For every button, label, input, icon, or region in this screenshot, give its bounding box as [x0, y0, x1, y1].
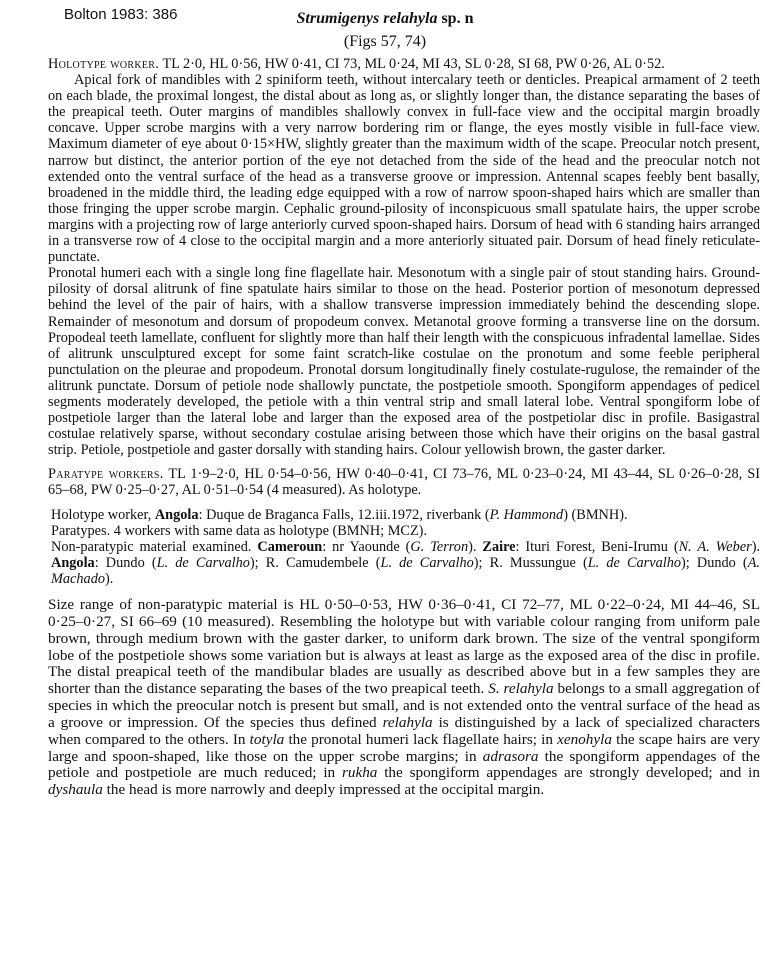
paratype-workers-label: Paratype workers. — [48, 466, 164, 483]
discussion-text: the spongiform appendages are strongly developed; and in — [384, 764, 760, 782]
locality-yaounde: : nr Yaounde ( — [322, 538, 411, 555]
holotype-description-alitrunk: Pronotal humeri each with a single long fine flagellate hair. Mesonotum with a single pair of stout standing hairs. Ground-pilosity of dorsal alitrunk of fine spatulate hairs similar to those on the head. Posterior portion of mesonotum depressed behind the level of the pair of hairs, with a shallow transverse impression immediately behind the descending slope. Remainder of mesonotum and dorsum of propodeum convex. Metanotal groove forming a transverse line on the dorsum. Propodeal teeth lamellate, confluent for slightly more than half their length with the conspicuous infradental lamellae. Sides of alitrunk unsculptured except for some faint scratch-like costulae on the pronotum and some feeble peripheral punctulation on the pleurae and propodeum. Pronotal dorsum longitudinally finely costulate-rugulose, the remainder of the alitrunk punctate. Dorsum of petiole node shallowly punctate, the postpetiole smooth. Spongiform appendages of pedicel segments moderately developed, the petiole with a thin ventral strip and small lateral lobe. Ventral spongiform lobe of postpetiole larger than the lateral lobe and larger than the exposed area of the postpetiolar disc in profile. Basigastral costulae relatively sparse, without secondary costulae arising between those which have their origins on the basal gastral strip. Petiole, postpetiole and gaster dorsally with standing hairs. Colour yellowish brown, the gaster darker. — [48, 265, 760, 459]
discussion-text: the spongiform appendages of the petiole and postpetiole are much reduced; in — [48, 747, 760, 782]
collector-name: G. Terron — [410, 538, 469, 555]
figure-reference: (Figs 57, 74) — [343, 33, 427, 50]
discussion-text: the pronotal humeri lack flagellate hairs; in — [288, 730, 553, 748]
species-ref: xenohyla — [557, 730, 612, 748]
locality-mussungue: ); R. Mussungue ( — [473, 554, 588, 571]
collector-name: L. de Carvalho — [156, 554, 250, 571]
species-title — [0, 10, 770, 28]
country-zaire: Zaire — [482, 538, 516, 555]
species-status: sp. n — [441, 10, 474, 27]
country-angola: Angola — [154, 506, 199, 523]
locality-camudembele: ); R. Camudembele ( — [249, 554, 381, 571]
locality-dundo: : Dundo ( — [94, 554, 157, 571]
discussion-text: the scape hairs are very large and spoon-shaped, like those on the upper scrobe margins; in — [48, 730, 761, 765]
locality-dundo: ); Dundo ( — [681, 554, 748, 571]
species-ref: rukha — [341, 764, 378, 782]
locality-ituri: : Ituri Forest, Beni-Irumu ( — [515, 538, 679, 555]
source-reference: Bolton 1983: 386 — [64, 6, 178, 23]
discussion-text: the head is more narrowly and deeply impressed at the occipital margin. — [106, 781, 545, 799]
collector-name: A. Machado — [51, 554, 760, 587]
species-ref: S. relahyla — [488, 680, 554, 698]
material-examined-block — [48, 507, 760, 587]
discussion-text: is distinguished by a lack of specialized characters when compared to the others. In — [48, 713, 761, 748]
holotype-description-head: Apical fork of mandibles with 2 spiniform teeth, without intercalary teeth or denticles. Preapical armament of 2 teeth on each blade, the proximal longest, the distal about as long as, or slightly longer than, the distance separating the bases of the preapical teeth. Outer margins of mandibles shallowly convex in full-face view and the occipital margin broadly concave. Upper scrobe margins with a very narrow bordering rim or flange, the eyes mostly visible in full-face view. Maximum diameter of eye about 0·15×HW, slightly greater than the maximum width of the scape. Preocular notch present, narrow but distinct, the anterior portion of the eye not detached from the side of the head and the preocular notch not extended onto the ventral surface of the head as a transverse groove or impression. Antennal scapes feebly bent basally, broadened in the middle third, the leading edge equipped with a row of narrow spoon-shaped hairs which are smaller than those fringing the upper scrobe margin. Cephalic ground-pilosity of inconspicuous small spatulate hairs, the upper scrobe margins with a projecting row of large anteriorly curved spoon-shaped hairs. Dorsum of head with 6 standing hairs arranged in a transverse row of 4 close to the occipital margin and a more anteriorly situated pair. Dorsum of head finely reticulate-punctate. — [48, 72, 760, 266]
collector-name: L. de Carvalho — [380, 554, 474, 571]
country-angola: Angola — [51, 554, 95, 571]
collector-name: N. A. Weber — [678, 538, 752, 555]
holotype-deposit: ) (BMNH). — [563, 506, 628, 523]
collector-name: P. Hammond — [489, 506, 564, 523]
punctuation: ). — [751, 538, 761, 555]
non-paratypic-material-line — [51, 539, 760, 587]
holotype-prefix: Holotype worker, — [51, 506, 152, 523]
holotype-worker-label: Holotype worker. — [48, 56, 160, 72]
paratype-measurements: TL 1·9–2·0, HL 0·54–0·56, HW 0·40–0·41, CI 73–76, ML 0·23–0·24, MI 43–44, SL 0·26–0·28, SI 65–68, PW 0·25–0·27, AL 0·51–0·54 (4 measured). As holotype. — [48, 466, 760, 499]
holotype-material-line — [51, 507, 760, 523]
non-paratypic-prefix: Non-paratypic material examined. — [51, 538, 252, 555]
holotype-measurements-paragraph — [48, 56, 760, 72]
paratypes-line: Paratypes. 4 workers with same data as holotype (BMNH; MCZ). — [51, 522, 428, 539]
discussion-paragraph — [48, 597, 760, 799]
species-ref: dyshaula — [48, 781, 103, 799]
paratype-paragraph — [48, 466, 760, 498]
collector-name: L. de Carvalho — [587, 554, 682, 571]
discussion-text: belongs to a small aggregation of species in which the preocular notch is present but small, and is not extended onto the ventral surface of the head as a groove or impression. Of the species thus defined — [48, 680, 761, 731]
species-name: Strumigenys relahyla — [296, 10, 438, 27]
country-cameroun: Cameroun — [257, 538, 323, 555]
species-ref: adrasora — [482, 747, 539, 765]
discussion-size-range: Size range of non-paratypic material is HL 0·50–0·53, HW 0·36–0·41, CI 72–77, ML 0·22–0·24, MI 44–46, SL 0·25–0·27, SI 66–69 (10 measured). Resembling the holotype but with variable colour ranging from uniform pale brown, through medium brown with the gaster darker, to uniform dark brown. The size of the ventral spongiform lobe of the postpetiole shows some variation but is always at least as large as the exposed area of the disc in profile. The distal preapical teeth of the mandibular blades are usually as described above but in a few samples they are shorter than the distance separating the bases of the two preapical teeth. — [48, 596, 760, 698]
punctuation: ). — [468, 538, 477, 555]
species-ref: totyla — [249, 730, 285, 748]
punctuation: ). — [105, 570, 114, 587]
description-body — [48, 56, 760, 799]
species-ref: relahyla — [382, 713, 433, 731]
holotype-measurements: TL 2·0, HL 0·56, HW 0·41, CI 73, ML 0·24, MI 43, SL 0·28, SI 68, PW 0·26, AL 0·52. — [162, 56, 665, 72]
holotype-locality: : Duque de Braganca Falls, 12.iii.1972, riverbank ( — [198, 506, 490, 523]
